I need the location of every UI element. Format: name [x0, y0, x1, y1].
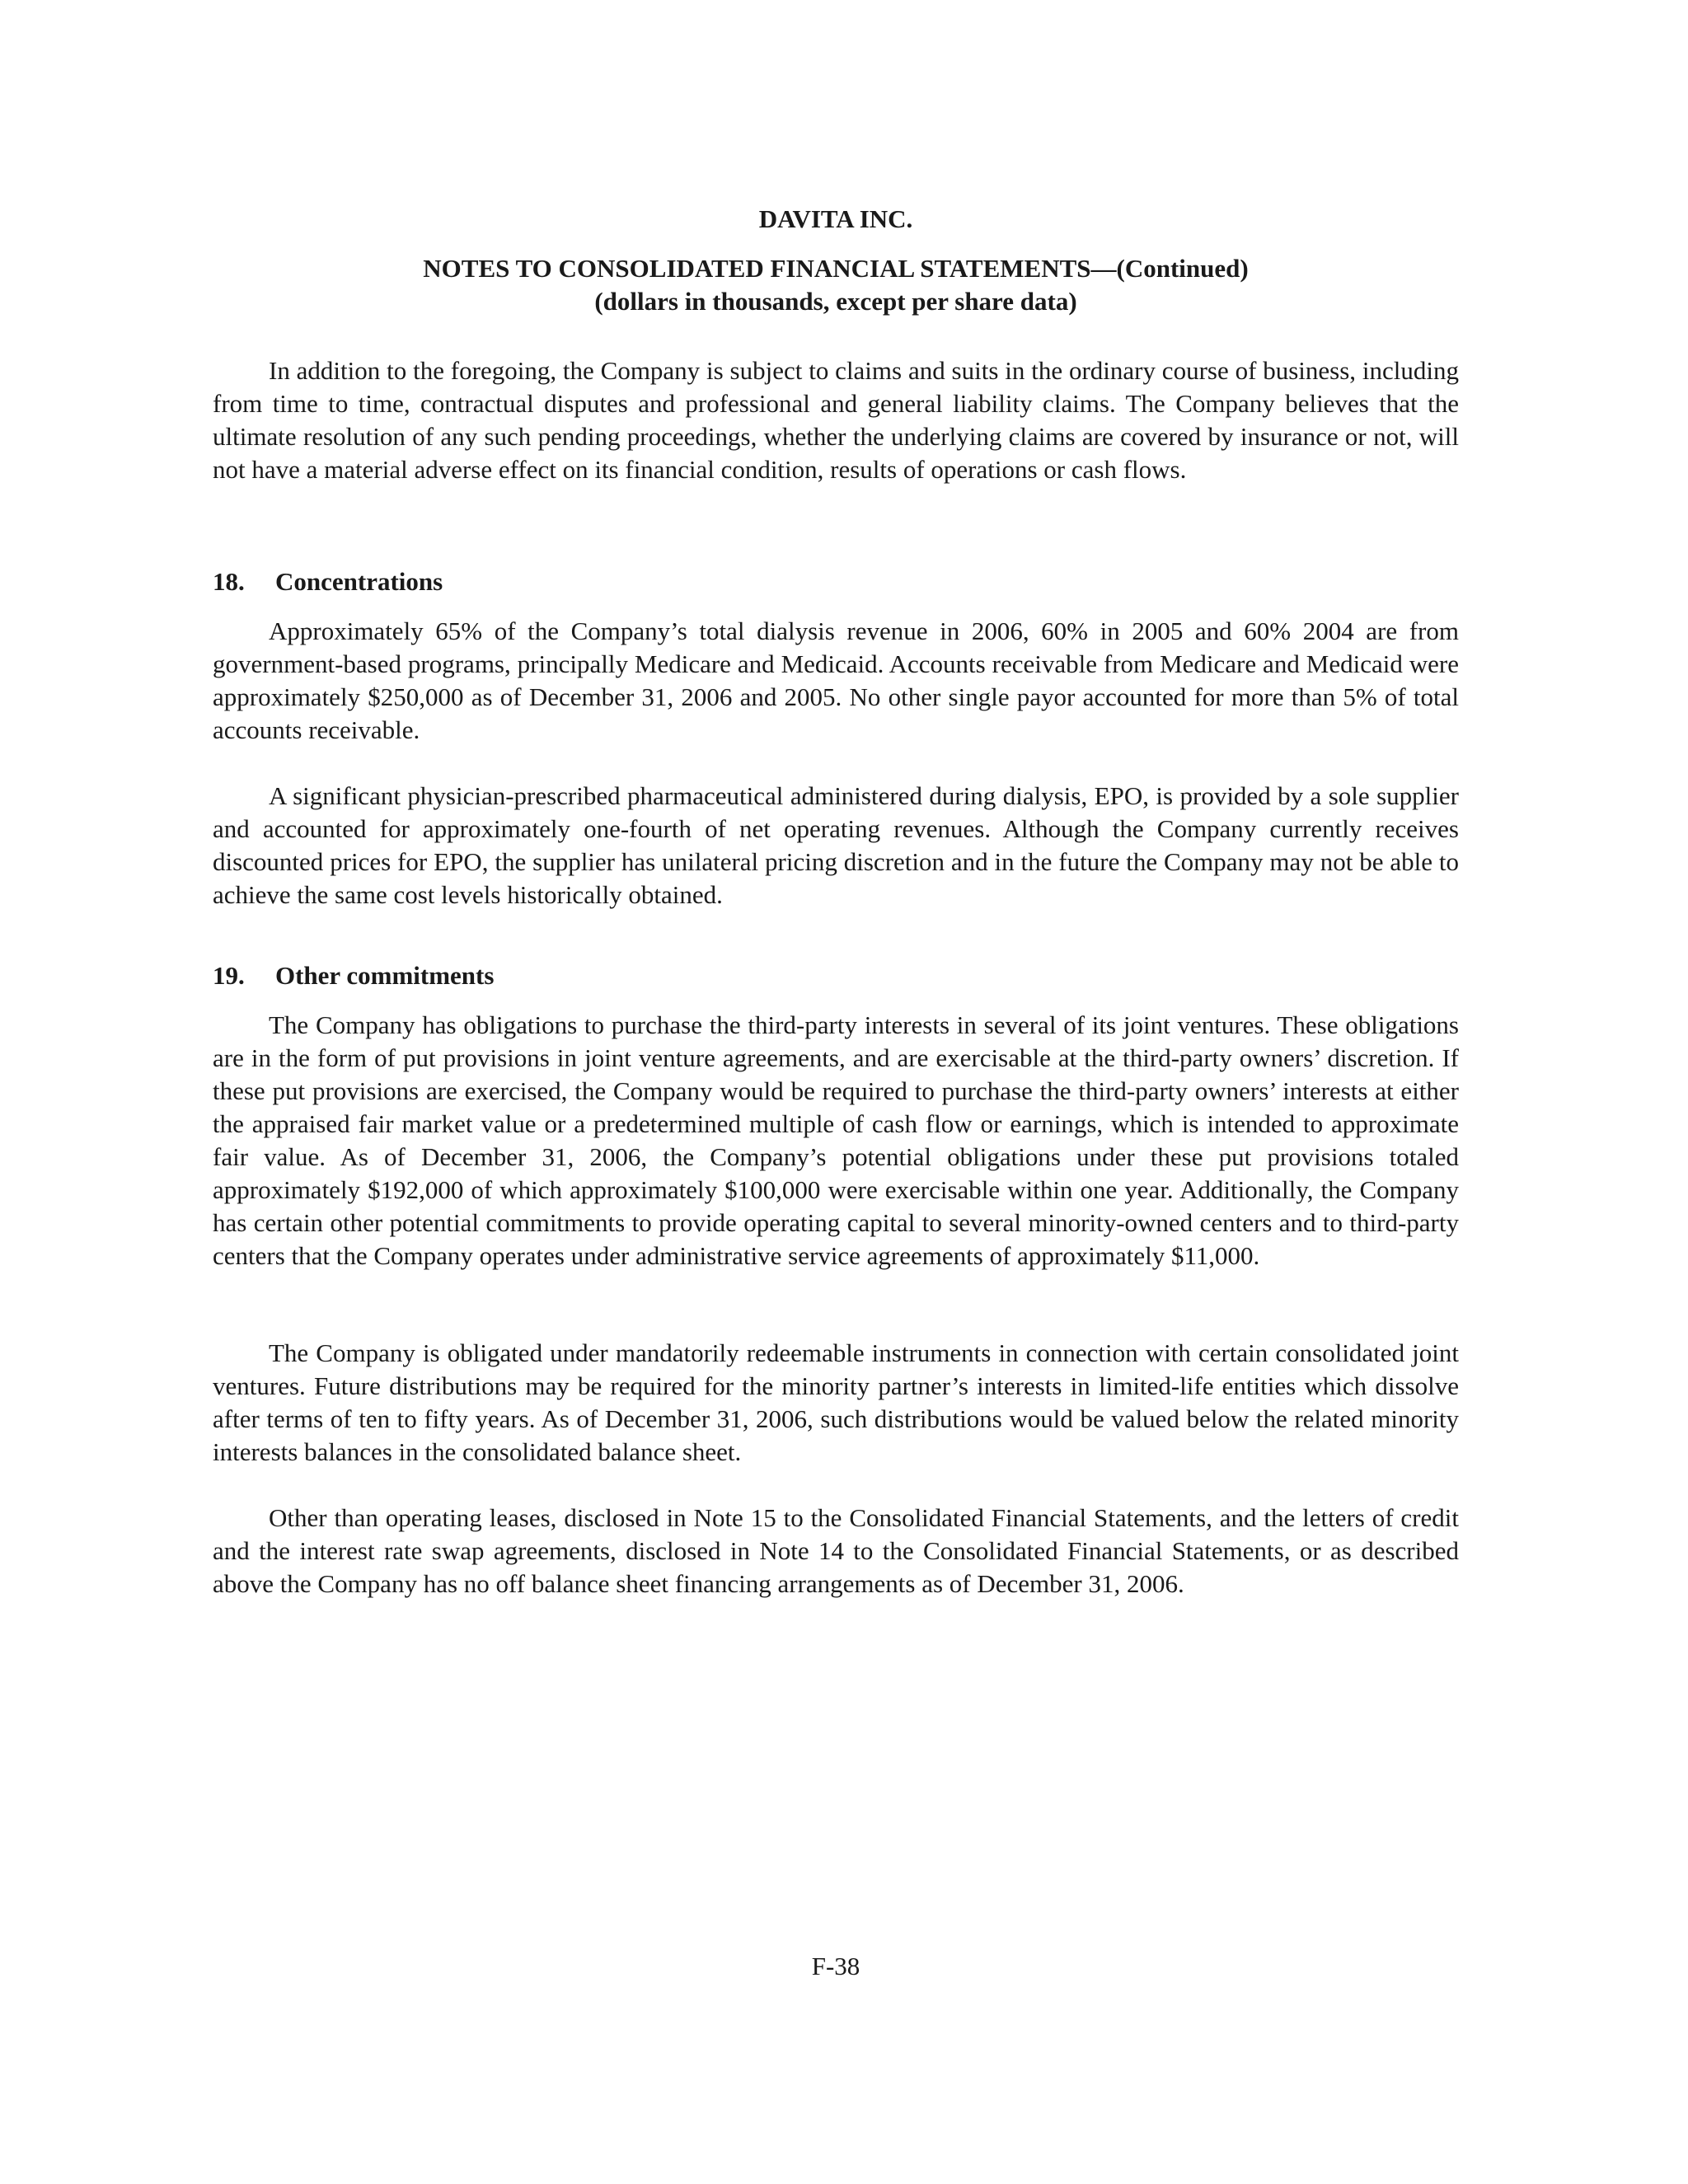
section-19-number: 19. — [213, 961, 245, 990]
page-number: F-38 — [811, 1952, 860, 1980]
section-19-heading — [213, 959, 494, 992]
section-19-title: Other commitments — [275, 961, 495, 990]
paragraph: The Company has obligations to purchase the third-party interests in several of its joint ventures. These obligations are in the form of put provisions in joint venture agreements, and are exercisable at the third-party owners’ discretion. If these put provisions are exercised, the Company would be required to purchase the third-party owners’ interests at either the appraised fair market value or a predetermined multiple of cash flow or earnings, which is intended to approximate fair value. As of December 31, 2006, the Company’s potential obligations under these put provisions totaled approximately $192,000 of which approximately $100,000 were exercisable within one year. Additionally, the Company has certain other potential commitments to provide operating capital to several minority-owned centers and to third-party centers that the Company operates under administrative service agreements of approximately $11,000. — [213, 1010, 1459, 1270]
intro-paragraph: In addition to the foregoing, the Company is subject to claims and suits in the ordinary course of business, including from time to time, contractual disputes and professional and general liability claims. The Company believes that the ultimate resolution of any such pending proceedings, whether the underlying claims are covered by insurance or not, will not have a material adverse effect on its financial condition, results of operations or cash flows. — [213, 356, 1459, 484]
company-name: DAVITA INC. — [758, 204, 913, 233]
paragraph: The Company is obligated under mandatorily redeemable instruments in connection with certain consolidated joint ventures. Future distributions may be required for the minority partner’s interests in limited-life entities which dissolve after terms of ten to fifty years. As of December 31, 2006, such distributions would be valued below the related minority interests balances in the consolidated balance sheet. — [213, 1338, 1459, 1466]
section-18-number: 18. — [213, 567, 245, 596]
section-18-heading — [213, 565, 443, 598]
section-19-paragraph-1 — [213, 1009, 1459, 1272]
intro-section — [213, 354, 1459, 486]
section-19-paragraph-3 — [213, 1502, 1459, 1601]
paragraph: Approximately 65% of the Company’s total dialysis revenue in 2006, 60% in 2005 and 60% 2004 are from government-based programs, principally Medicare and Medicaid. Accounts receivable from Medicare and Medicaid were approximately $250,000 as of December 31, 2006 and 2005. No other single payor accounted for more than 5% of total accounts receivable. — [213, 616, 1459, 744]
section-19-paragraph-2 — [213, 1337, 1459, 1469]
page-title: NOTES TO CONSOLIDATED FINANCIAL STATEMENTS—(Continued) — [423, 254, 1249, 283]
paragraph: Other than operating leases, disclosed in Note 15 to the Consolidated Financial Statements, and the letters of credit and the interest rate swap agreements, disclosed in Note 14 to the Consolidated Financial Statements, or as described above the Company has no off balance sheet financing arrangements as of December 31, 2006. — [213, 1503, 1459, 1598]
section-18-paragraph-1 — [213, 615, 1459, 747]
page-subtitle: (dollars in thousands, except per share data) — [594, 287, 1077, 316]
section-18-title: Concentrations — [275, 567, 443, 596]
paragraph: A significant physician-prescribed pharmaceutical administered during dialysis, EPO, is provided by a sole supplier and accounted for approximately one-fourth of net operating revenues. Although the Company currently receives discounted prices for EPO, the supplier has unilateral pricing discretion and in the future the Company may not be able to achieve the same cost levels historically obtained. — [213, 781, 1459, 909]
page-header — [213, 252, 1459, 318]
section-18-paragraph-2 — [213, 780, 1459, 912]
